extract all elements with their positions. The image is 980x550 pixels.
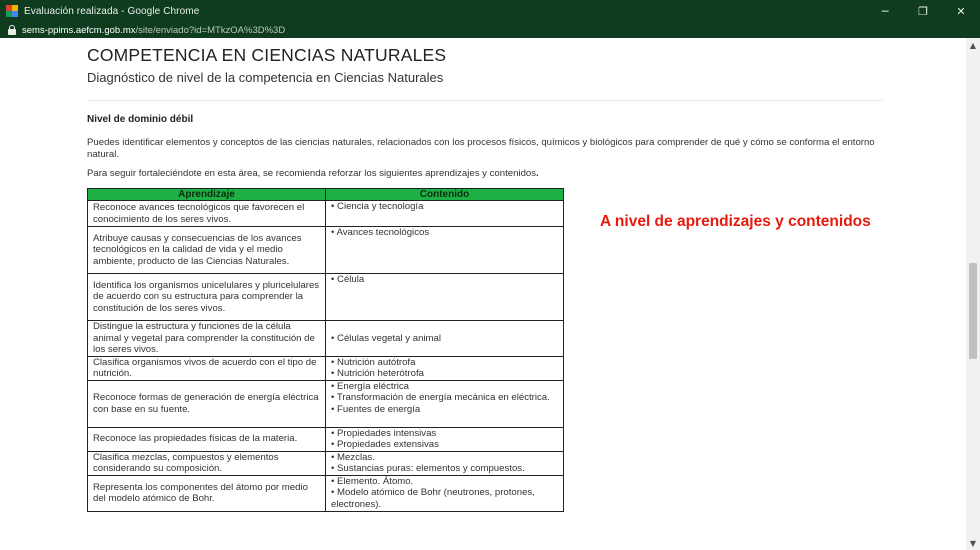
content-item: • Energía eléctrica [331, 381, 558, 393]
url-host[interactable]: sems-ppims.aefcm.gob.mx [22, 24, 136, 36]
content-item: • Propiedades extensivas [331, 439, 558, 451]
cell-contenido [326, 201, 564, 227]
cell-contenido [326, 356, 564, 380]
table-row [88, 356, 564, 380]
content-item: • Fuentes de energía [331, 404, 558, 416]
cell-contenido [326, 427, 564, 451]
content-item: • Sustancias puras: elementos y compuestos. [331, 463, 558, 475]
cell-contenido [326, 321, 564, 357]
cell-contenido [326, 475, 564, 511]
cell-aprendizaje: Atribuye causas y consecuencias de los avances tecnológicos en la calidad de vida y el medio ambiente, producto de las Ciencias Naturales. [88, 227, 326, 274]
header-aprendizaje: Aprendizaje [88, 189, 326, 201]
divider [87, 100, 883, 101]
cell-aprendizaje: Identifica los organismos unicelulares y pluricelulares de acuerdo con su estructura para comprender la constitución de los seres vivos. [88, 274, 326, 321]
cell-aprendizaje: Reconoce avances tecnológicos que favorecen el conocimiento de los seres vivos. [88, 201, 326, 227]
table-row [88, 321, 564, 357]
window-title: Evaluación realizada - Google Chrome [24, 5, 200, 17]
cell-aprendizaje: Representa los componentes del átomo por medio del modelo atómico de Bohr. [88, 475, 326, 511]
description-paragraph: Puedes identificar elementos y conceptos de las ciencias naturales, relacionados con los procesos físicos, químicos y biológicos para comprender de qué y cómo se conforma el entorno natural. [87, 137, 875, 160]
recommendation-paragraph [87, 168, 539, 179]
content-item: • Células vegetal y animal [331, 333, 558, 345]
content-item: • Mezclas. [331, 452, 558, 464]
header-contenido: Contenido [326, 189, 564, 201]
window-controls [866, 0, 980, 22]
content-item: • Elemento. Átomo. [331, 476, 558, 488]
content-item: • Nutrición heterótrofa [331, 368, 558, 380]
competency-table [87, 188, 564, 512]
table-row [88, 427, 564, 451]
url-path[interactable]: /site/enviado?id=MTkzOA%3D%3D [135, 24, 286, 36]
table-row [88, 201, 564, 227]
lock-icon[interactable] [8, 25, 16, 35]
cell-contenido [326, 227, 564, 274]
content-item: • Modelo atómico de Bohr (neutrones, protones, electrones). [331, 487, 558, 510]
cell-aprendizaje: Clasifica mezclas, compuestos y elementos considerando su composición. [88, 451, 326, 475]
cell-aprendizaje: Clasifica organismos vivos de acuerdo con el tipo de nutrición. [88, 356, 326, 380]
table-row [88, 380, 564, 427]
content-item: • Ciencia y tecnología [331, 201, 558, 213]
cell-aprendizaje: Reconoce las propiedades físicas de la materia. [88, 427, 326, 451]
level-heading: Nivel de dominio débil [87, 114, 194, 125]
page-subtitle: Diagnóstico de nivel de la competencia en Ciencias Naturales [87, 70, 444, 85]
table-row [88, 475, 564, 511]
content-item: • Transformación de energía mecánica en eléctrica. [331, 392, 558, 404]
window-titlebar [0, 0, 980, 22]
content-item: • Avances tecnológicos [331, 227, 558, 239]
chrome-logo-icon [6, 5, 18, 17]
cell-aprendizaje: Reconoce formas de generación de energía eléctrica con base en su fuente. [88, 380, 326, 427]
scrollbar-thumb[interactable] [969, 263, 977, 359]
cell-contenido [326, 274, 564, 321]
table-header-row [88, 189, 564, 201]
restore-icon[interactable]: ❐ [918, 4, 928, 18]
annotation-label: A nivel de aprendizajes y contenidos [600, 213, 871, 230]
content-item: • Célula [331, 274, 558, 286]
content-item: • Nutrición autótrofa [331, 357, 558, 369]
table-row [88, 227, 564, 274]
cell-aprendizaje: Distingue la estructura y funciones de la célula animal y vegetal para comprender la constitución de los seres vivos. [88, 321, 326, 357]
minimize-icon[interactable]: ─ [881, 4, 889, 18]
cell-contenido [326, 451, 564, 475]
content-item: • Propiedades intensivas [331, 428, 558, 440]
table-row [88, 274, 564, 321]
scroll-down-icon[interactable]: ▼ [969, 538, 977, 548]
recommendation-period: . [536, 168, 539, 179]
cell-contenido [326, 380, 564, 427]
table-row [88, 451, 564, 475]
address-bar[interactable] [0, 22, 980, 38]
recommendation-text: Para seguir fortaleciéndote en esta área, se recomienda reforzar los siguientes aprendizajes y contenidos [87, 168, 537, 179]
scroll-up-icon[interactable]: ▲ [969, 40, 977, 50]
close-icon[interactable]: ✕ [956, 4, 966, 18]
page-title: COMPETENCIA EN CIENCIAS NATURALES [87, 45, 447, 65]
